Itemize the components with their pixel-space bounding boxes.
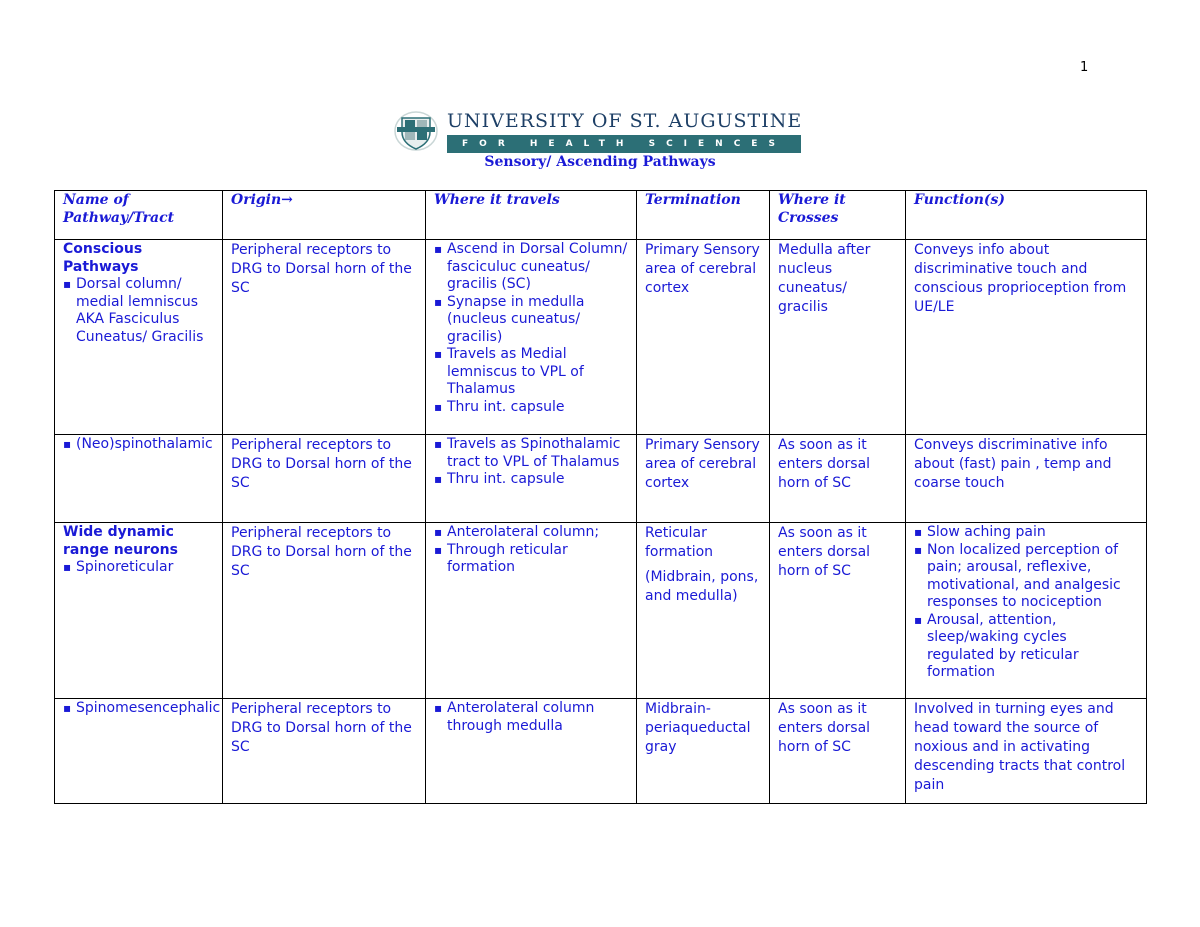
logo-university-name: UNIVERSITY OF ST. AUGUSTINE — [447, 110, 803, 132]
cell-crosses: Medulla after nucleus cuneatus/ gracilis — [770, 240, 906, 435]
pathway-group-label: Wide dynamic range neurons — [63, 524, 178, 558]
travels-list — [434, 436, 628, 489]
list-item: ▪ Travels as Medial lemniscus to VPL of Thalamus — [434, 346, 628, 399]
list-item: ▪ Spinomesencephalic — [63, 700, 214, 718]
cell-name — [55, 523, 223, 699]
travels-list — [434, 700, 628, 735]
logo-tagline: FOR HEALTH SCIENCES — [447, 135, 801, 153]
name-list — [63, 436, 214, 454]
cell-name — [55, 699, 223, 804]
list-item: ▪ Thru int. capsule — [434, 399, 628, 417]
termination-text: Reticular formation — [645, 525, 714, 560]
header-function: Function(s) — [906, 191, 1147, 240]
list-item: ▪ (Neo)spinothalamic — [63, 436, 214, 454]
termination-note: (Midbrain, pons, and medulla) — [645, 569, 759, 604]
cell-name — [55, 435, 223, 523]
name-list — [63, 276, 214, 346]
header-name: Name of Pathway/Tract — [55, 191, 223, 240]
name-list — [63, 559, 214, 577]
list-item: ▪ Ascend in Dorsal Column/ fasciculuc cuneatus/ gracilis (SC) — [434, 241, 628, 294]
cell-crosses: As soon as it enters dorsal horn of SC — [770, 523, 906, 699]
cell-origin: Peripheral receptors to DRG to Dorsal horn of the SC — [223, 523, 426, 699]
document-title: Sensory/ Ascending Pathways — [484, 154, 716, 170]
list-item: ▪ Anterolateral column; — [434, 524, 628, 542]
travels-list — [434, 241, 628, 416]
list-item: ▪ Dorsal column/ medial lemniscus AKA Fasciculus Cuneatus/ Gracilis — [63, 276, 214, 346]
cell-travels — [426, 435, 637, 523]
list-item: ▪ Travels as Spinothalamic tract to VPL of Thalamus — [434, 436, 628, 471]
header-crosses: Where it Crosses — [770, 191, 906, 240]
header-travels: Where it travels — [426, 191, 637, 240]
cell-function: Conveys discriminative info about (fast) pain , temp and coarse touch — [906, 435, 1147, 523]
cell-termination — [637, 523, 770, 699]
cell-crosses: As soon as it enters dorsal horn of SC — [770, 435, 906, 523]
table-row — [55, 240, 1147, 435]
table-header-row — [55, 191, 1147, 240]
function-list — [914, 524, 1138, 682]
travels-list — [434, 524, 628, 577]
university-logo — [393, 110, 805, 152]
cell-function: Conveys info about discriminative touch and conscious proprioception from UE/LE — [906, 240, 1147, 435]
list-item: ▪ Spinoreticular — [63, 559, 214, 577]
cell-travels — [426, 699, 637, 804]
cell-crosses: As soon as it enters dorsal horn of SC — [770, 699, 906, 804]
cell-travels — [426, 240, 637, 435]
list-item: ▪ Arousal, attention, sleep/waking cycles regulated by reticular formation — [914, 612, 1138, 682]
name-list — [63, 700, 221, 718]
pathways-table — [54, 190, 1147, 804]
cell-function: Involved in turning eyes and head toward the source of noxious and in activating descending tracts that control pain — [906, 699, 1147, 804]
table-row — [55, 435, 1147, 523]
crest-icon — [393, 110, 439, 152]
header-termination: Termination — [637, 191, 770, 240]
list-item: ▪ Slow aching pain — [914, 524, 1138, 542]
table-row — [55, 699, 1147, 804]
cell-origin: Peripheral receptors to DRG to Dorsal horn of the SC — [223, 699, 426, 804]
pathway-group-label: Conscious Pathways — [63, 241, 143, 275]
list-item: ▪ Through reticular formation — [434, 542, 628, 577]
page-number: 1 — [1080, 60, 1089, 75]
cell-termination: Midbrain- periaqueductal gray — [637, 699, 770, 804]
list-item: ▪ Anterolateral column through medulla — [434, 700, 628, 735]
cell-termination: Primary Sensory area of cerebral cortex — [637, 435, 770, 523]
header-origin: Origin→ — [223, 191, 426, 240]
cell-name — [55, 240, 223, 435]
cell-travels — [426, 523, 637, 699]
cell-termination: Primary Sensory area of cerebral cortex — [637, 240, 770, 435]
list-item: ▪ Thru int. capsule — [434, 471, 628, 489]
cell-origin: Peripheral receptors to DRG to Dorsal horn of the SC — [223, 240, 426, 435]
table-row — [55, 523, 1147, 699]
list-item: ▪ Non localized perception of pain; arousal, reflexive, motivational, and analgesic responses to nociception — [914, 542, 1138, 612]
cell-origin: Peripheral receptors to DRG to Dorsal horn of the SC — [223, 435, 426, 523]
list-item: ▪ Synapse in medulla (nucleus cuneatus/ gracilis) — [434, 294, 628, 347]
cell-function — [906, 523, 1147, 699]
